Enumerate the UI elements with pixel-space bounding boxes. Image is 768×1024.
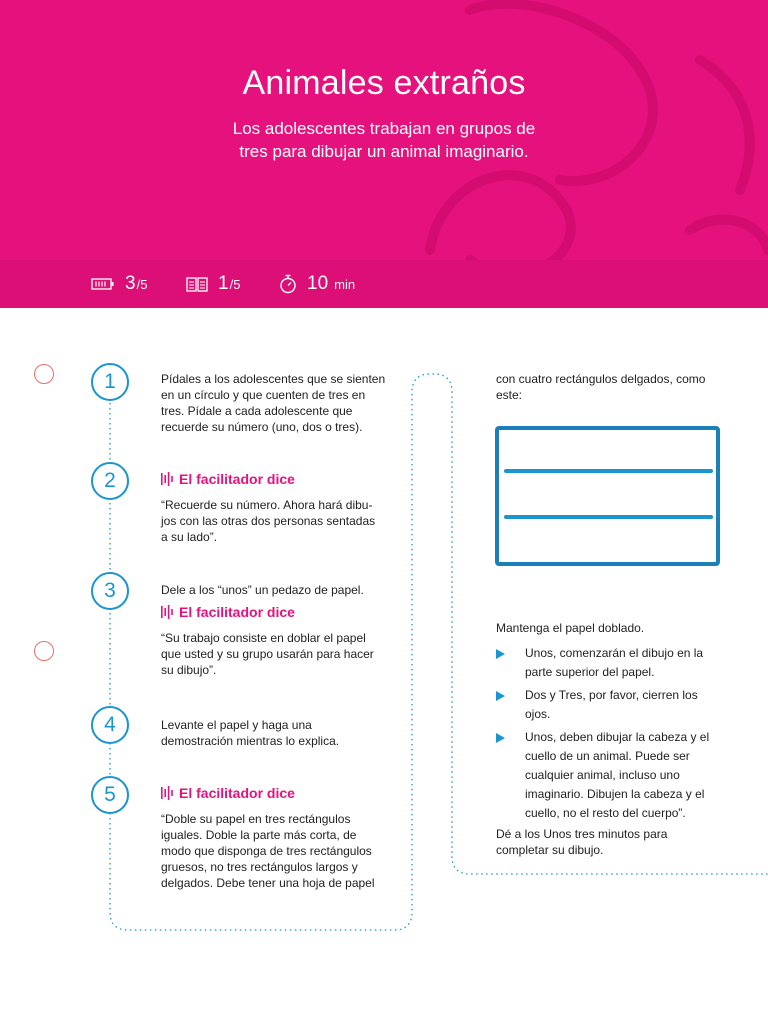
text-line: Dé a los Unos tres minutos para xyxy=(496,827,668,841)
step-2-quote xyxy=(161,497,401,545)
meta-energy-value: 3 xyxy=(125,273,136,294)
meta-time-suffix: min xyxy=(334,276,356,292)
speech-bars-icon xyxy=(161,605,173,619)
meta-level-suffix: /5 xyxy=(229,276,241,292)
facilitator-says-heading xyxy=(161,604,295,620)
text-line: Pídales a los adolescentes que se sienten xyxy=(161,372,386,386)
facilitator-label: El facilitador dice xyxy=(179,604,295,620)
step-number-3: 3 xyxy=(91,572,129,610)
list-item xyxy=(496,728,726,823)
closing-text xyxy=(496,826,736,858)
meta-time-value: 10 xyxy=(307,273,329,294)
text-line: tres. Pídale a cada adolescente que xyxy=(161,404,353,418)
meta-level-value: 1 xyxy=(218,273,229,294)
step-4-text xyxy=(161,717,401,749)
list-item xyxy=(496,686,726,724)
speech-bars-icon xyxy=(161,786,173,800)
text-line: este: xyxy=(496,388,523,402)
text-line: Levante el papel y haga una xyxy=(161,718,312,732)
speech-bars-icon xyxy=(161,472,173,486)
step-3-quote xyxy=(161,630,401,678)
text-line: recuerde su número (uno, dos o tres). xyxy=(161,420,363,434)
text-line: su dibujo”. xyxy=(161,663,217,677)
facilitator-says-heading xyxy=(161,471,295,487)
triangle-bullet-icon xyxy=(496,649,505,659)
step-number-5: 5 xyxy=(91,776,129,814)
text-line: Dele a los “unos” un pedazo de papel. xyxy=(161,583,364,597)
list-item-text: Dos y Tres, por favor, cierren los ojos. xyxy=(525,688,698,721)
list-item-text: Unos, comenzarán el dibujo en la parte superior del papel. xyxy=(525,646,704,679)
text-line: que usted y su grupo usarán para hacer xyxy=(161,647,374,661)
text-line: demostración mientras lo explica. xyxy=(161,734,340,748)
text-line: completar su dibujo. xyxy=(496,843,604,857)
step-number-1: 1 xyxy=(91,363,129,401)
text-line: “Recuerde su número. Ahora hará dibu- xyxy=(161,498,373,512)
step-number-2: 2 xyxy=(91,462,129,500)
text-line: “Su trabajo consiste en doblar el papel xyxy=(161,631,366,645)
facilitator-says-heading xyxy=(161,785,295,801)
folded-paper-illustration xyxy=(495,426,723,568)
text-line: iguales. Doble la parte más corta, de xyxy=(161,828,357,842)
step-5-quote xyxy=(161,811,401,891)
text-line: gruesos, no tres rectángulos largos y xyxy=(161,860,358,874)
step-3-text xyxy=(161,582,401,598)
facilitator-label: El facilitador dice xyxy=(179,471,295,487)
list-item-text: Unos, deben dibujar la cabeza y el cuello de un animal. Puede ser cualquier animal, incluso uno imaginario. Dibujen la cabeza y el cuello, no el resto del cuerpo”. xyxy=(525,730,710,820)
text-line: a su lado”. xyxy=(161,530,218,544)
facilitator-label: El facilitador dice xyxy=(179,785,295,801)
text-line: modo que disponga de tres rectángulos xyxy=(161,844,372,858)
text-line: con cuatro rectángulos delgados, como xyxy=(496,372,706,386)
page-subtitle: Los adolescentes trabajan en grupos de tres para dibujar un animal imaginario. xyxy=(232,119,536,161)
triangle-bullet-icon xyxy=(496,733,505,743)
list-item xyxy=(496,644,726,682)
step-number-4: 4 xyxy=(91,706,129,744)
meta-energy-suffix: /5 xyxy=(136,276,148,292)
triangle-bullet-icon xyxy=(496,691,505,701)
right-intro-text xyxy=(496,371,736,403)
step-1-text xyxy=(161,371,401,435)
instructions-list xyxy=(496,644,726,827)
page-title: Animales extraños xyxy=(242,64,526,102)
keep-folded-text: Mantenga el papel doblado. xyxy=(496,621,645,635)
text-line: en un círculo y que cuenten de tres en xyxy=(161,388,366,402)
text-line: jos con las otras dos personas sentadas xyxy=(161,514,376,528)
text-line: delgados. Debe tener una hoja de papel xyxy=(161,876,375,890)
text-line: “Doble su papel en tres rectángulos xyxy=(161,812,351,826)
